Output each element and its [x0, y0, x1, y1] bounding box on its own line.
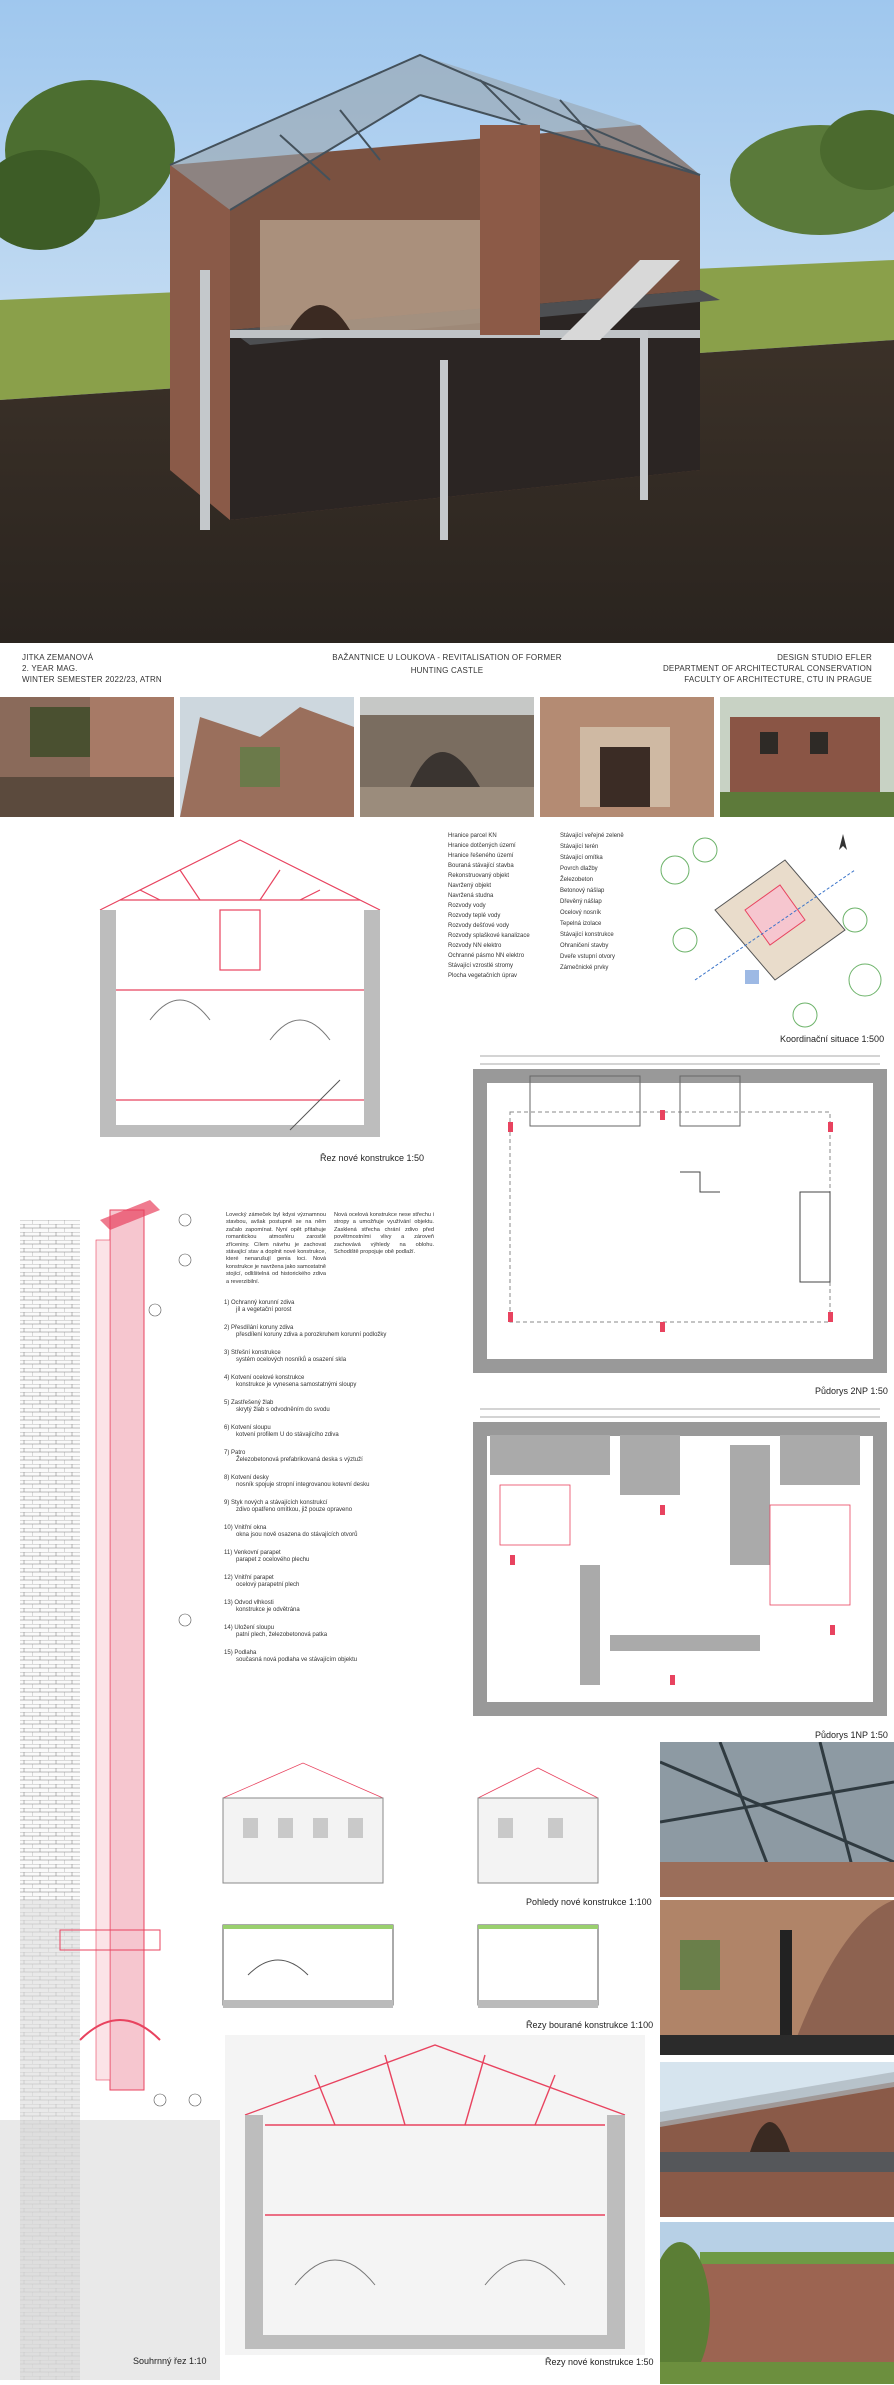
- render-roof-detail: [660, 1742, 894, 1897]
- situation-plan: [655, 830, 885, 1030]
- legend-item: Hranice dotčených území: [448, 843, 516, 849]
- caption-elevations: Pohledy nové konstrukce 1:100: [526, 1897, 652, 1907]
- title-line-2: HUNTING CASTLE: [410, 666, 484, 675]
- hero-axonometric-image: [0, 0, 894, 643]
- detail-note: 15) Podlaha současná nová podlaha ve stávajícím objektu: [224, 1650, 358, 1663]
- author-year: 2. YEAR MAG.: [22, 664, 78, 673]
- north-arrow-icon: [835, 834, 851, 850]
- legend-item: Betonový nášlap: [560, 888, 605, 894]
- detail-note: 6) Kotvení sloupu kotvení profilem U do stávajícího zdiva: [224, 1425, 339, 1438]
- site-photo-1: [0, 697, 174, 817]
- detail-note: 1) Ochranný korunní zdiva jíl a vegetační porost: [224, 1300, 295, 1313]
- legend-item: Hranice parcel KN: [448, 833, 497, 839]
- sections-new-drawing: [225, 2035, 645, 2355]
- legend-item: Bouraná stávající stavba: [448, 863, 514, 869]
- author-name: JITKA ZEMANOVÁ: [22, 653, 94, 662]
- detail-note: 4) Kotvení ocelové konstrukce konstrukce je vynesena samostatnými sloupy: [224, 1375, 357, 1388]
- floor-plan-1np: [470, 1405, 890, 1725]
- legend-item: Hranice řešeného území: [448, 853, 514, 859]
- site-photo-5: [720, 697, 894, 817]
- legend-item: Tepelná izolace: [560, 921, 602, 927]
- legend-item: Stávající omítka: [560, 855, 603, 861]
- caption-floor-1np: Půdorys 1NP 1:50: [815, 1730, 888, 1740]
- legend-item: Plocha vegetačních úprav: [448, 973, 518, 979]
- site-photo-2: [180, 697, 354, 817]
- detail-note: 11) Venkovní parapet parapet z ocelového plechu: [224, 1550, 310, 1563]
- detail-note: 7) Patro Železobetonová prefabrikovaná deska s výztuží: [224, 1450, 363, 1463]
- department-name: DEPARTMENT OF ARCHITECTURAL CONSERVATION: [662, 664, 872, 673]
- faculty-name: FACULTY OF ARCHITECTURE, CTU IN PRAGUE: [684, 675, 872, 684]
- legend-item: Zámečnické prvky: [560, 965, 609, 971]
- legend-item: Dveře vstupní otvory: [560, 954, 616, 960]
- detail-note: 3) Střešní konstrukce systém ocelových nosníků a osazení skla: [224, 1350, 347, 1363]
- legend-item: Stávající terén: [560, 844, 599, 850]
- legend-item: Železobeton: [560, 877, 594, 883]
- render-exterior-wall: [660, 2222, 894, 2384]
- legend-item: Ocelový nosník: [560, 910, 602, 916]
- detail-note: 5) Zastřešený žlab skrytý žlab s odvodněním do svodu: [224, 1400, 330, 1413]
- site-photo-4: [540, 697, 714, 817]
- detail-note: 13) Odvod vlhkosti konstrukce je odvětrána: [224, 1600, 300, 1613]
- legend-item: Stávající veřejné zeleně: [560, 833, 624, 839]
- author-info: [22, 652, 242, 685]
- legend-column-1: [448, 833, 558, 983]
- detail-notes-list: [224, 1300, 439, 1675]
- legend-item: Povrch dlažby: [560, 866, 598, 872]
- hero-render: [0, 0, 894, 643]
- detail-note: 14) Uložení sloupu patní plech, železobetonová patka: [224, 1625, 328, 1638]
- legend-item: Stávající vzrostlé stromy: [448, 963, 514, 969]
- legend-item: Navržená studna: [448, 893, 494, 899]
- legend-column-2: [560, 833, 660, 976]
- detail-note: 2) Přesdílání koruny zdiva přesdílení koruny zdiva a porozkruhem korunní podložky: [224, 1325, 387, 1338]
- detail-note: 12) Vnitřní parapet ocelový parapetní plech: [224, 1575, 300, 1588]
- title-line-1: BAŽANTNICE U LOUKOVA - REVITALISATION OF FORMER: [332, 653, 562, 662]
- section-new-drawing: [60, 830, 420, 1140]
- render-interior-arch: [660, 1900, 894, 2055]
- institution-info: [640, 652, 872, 685]
- floor-plan-2np: [470, 1052, 890, 1382]
- caption-section-new: Řez nové konstrukce 1:50: [320, 1153, 425, 1163]
- legend-item: Navržený objekt: [448, 883, 492, 889]
- legend-item: Rozvody splaškové kanalizace: [448, 933, 530, 939]
- render-axonometric-cut: [660, 2062, 894, 2217]
- project-title: [250, 652, 644, 676]
- legend-item: Dřevěný nášlap: [560, 899, 602, 905]
- legend-item: Rekonstruovaný objekt: [448, 873, 510, 879]
- legend-item: Ohraničení stavby: [560, 943, 609, 949]
- description-col-1: Lovecký zámeček byl kdysi významnou stavbou, avšak postupně se na něm začalo zapomínat. Nyní opět přitahuje romantickou atmosféru zarostlé zříceniny. Cílem návrhu je zachovat stávající stav a doplnit nové konstrukce, které nenarušují genia loci. Nová konstrukce je navržena jako samostatně stojící, odlišitelná od historického zdiva a reverzibilní.: [226, 1212, 326, 1285]
- demolished-sections-drawing: [218, 1915, 648, 2015]
- caption-demolished: Řezy bourané konstrukce 1:100: [526, 2020, 654, 2030]
- elevations-drawing: [218, 1758, 648, 1888]
- detail-section-drawing: [0, 1200, 220, 2380]
- legend-item: Rozvody dešťové vody: [448, 923, 509, 929]
- legend-item: Ochranné pásmo NN elektro: [448, 953, 525, 959]
- caption-detail: Souhrnný řez 1:10: [133, 2356, 207, 2366]
- legend-item: Rozvody NN elektro: [448, 943, 502, 949]
- studio-name: DESIGN STUDIO EFLER: [777, 653, 872, 662]
- site-photo-3: [360, 697, 534, 817]
- description-col-2: Nová ocelová konstrukce nese střechu i stropy a umožňuje využívání objektu. Zasklená střecha chrání zdivo před povětrnostními vlivy a zároveň zachovává výhledy na oblohu. Schodiště propojuje obě podlaží.: [334, 1212, 434, 1256]
- detail-note: 9) Styk nových a stávajících konstrukcí zdivo opatřeno omítkou, již pouze opraveno: [224, 1500, 353, 1513]
- detail-note: 10) Vnitřní okna okna jsou nově osazena do stávajících otvorů: [224, 1525, 358, 1538]
- author-semester: WINTER SEMESTER 2022/23, ATRN: [22, 675, 162, 684]
- legend-item: Rozvody vody: [448, 903, 486, 909]
- caption-sections-new: Řezy nové konstrukce 1:50: [545, 2357, 654, 2367]
- caption-situation: Koordinační situace 1:500: [780, 1034, 885, 1044]
- legend-item: Stávající konstrukce: [560, 932, 614, 938]
- detail-note: 8) Kotvení desky nosník spojuje stropní integrovanou kotevní desku: [224, 1475, 370, 1488]
- caption-floor-2np: Půdorys 2NP 1:50: [815, 1386, 888, 1396]
- legend-item: Rozvody teplé vody: [448, 913, 501, 919]
